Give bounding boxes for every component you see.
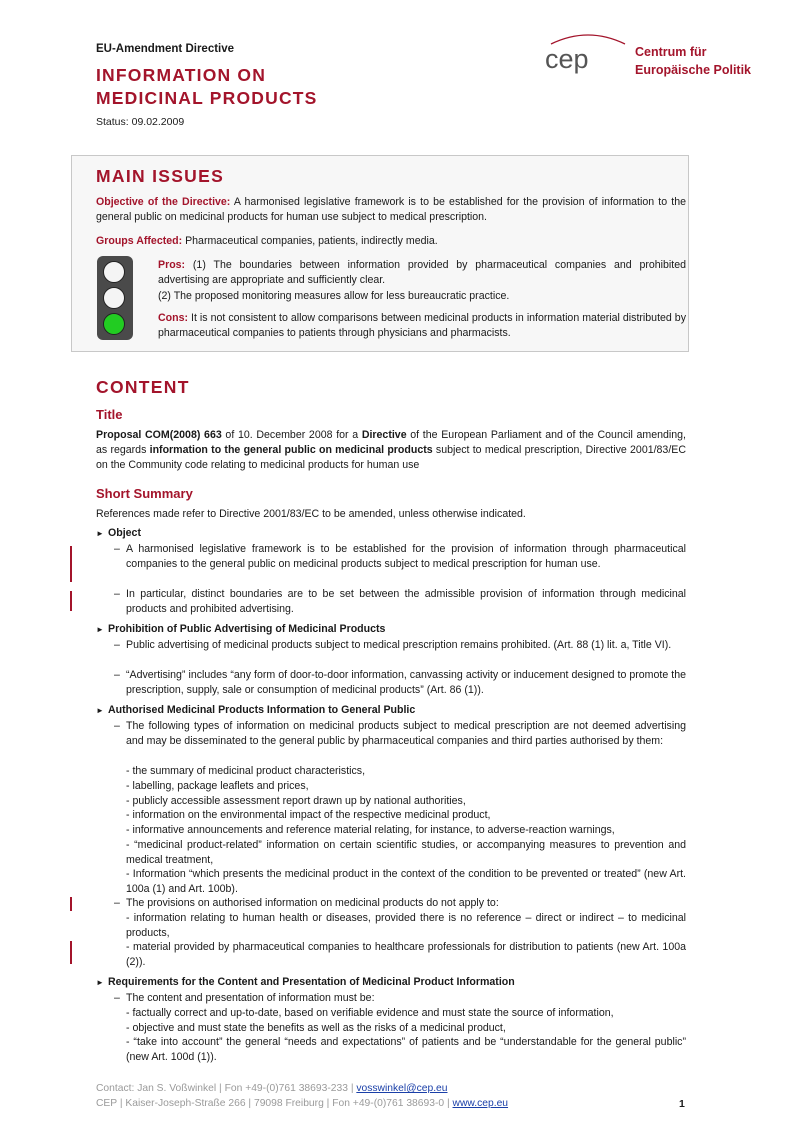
list-item: – Public advertising of medicinal products subject to medical prescription remains prohibited. (Art. 88 (1) lit. a, Title VI). (114, 638, 686, 653)
email-link[interactable]: vosswinkel@cep.eu (356, 1083, 448, 1094)
change-bar (70, 591, 72, 611)
traffic-light-yellow-lamp (103, 287, 125, 309)
sub-item: - publicly accessible assessment report drawn up by national authorities, (126, 795, 466, 807)
section-title: Requirements for the Content and Presentation of Medicinal Product Information (108, 976, 515, 988)
cons-paragraph (158, 311, 686, 341)
proposal-ref: Proposal COM(2008) 663 (96, 429, 222, 441)
list-item-text: The following types of information on medicinal products subject to medical prescription are not deemed advertising and may be disseminated to the general public by pharmaceutical companies and third parties authorised by them: (126, 720, 686, 747)
proposal-directive: Directive (361, 429, 407, 441)
section-prohibition: ► Prohibition of Public Advertising of Medicinal Products (96, 623, 386, 635)
list-item-text: The provisions on authorised information on medicinal products do not apply to: (126, 897, 499, 909)
traffic-light-green-lamp (103, 313, 125, 335)
section-title: Prohibition of Public Advertising of Medicinal Products (108, 623, 386, 635)
title-heading: Title (96, 407, 123, 422)
status-date: Status: 09.02.2009 (96, 116, 185, 128)
document-type: EU-Amendment Directive (96, 43, 235, 55)
pros-text1: (1) The boundaries between information provided by pharmaceutical companies and prohibited advertising are appropriate and sufficiently clear. (158, 259, 686, 286)
list-item: – A harmonised legislative framework is to be established for the provision of information through pharmaceutical companies to the general public on medicinal products subject to medical prescription for human use. (114, 543, 686, 570)
footer-contact (96, 1083, 448, 1094)
list-item-text: The content and presentation of information must be: (126, 992, 375, 1004)
list-item-text: “Advertising” includes “any form of door-to-door information, canvassing activity or inducement designed to promote the prescription, supply, sale or consumption of medicinal products” (Art. 86 (1)). (126, 669, 686, 696)
logo-name (635, 43, 751, 79)
logo-mark: cep (545, 44, 589, 74)
main-issues-heading: MAIN ISSUES (96, 166, 225, 186)
footer-address (96, 1098, 508, 1109)
pros-paragraph (158, 258, 686, 288)
sub-item: - Information “which presents the medicinal product in the context of the condition to be prevented or treated” (new Art. 100a (1) and Art. 100b). (126, 868, 686, 895)
sub-item: - information on the environmental impact of the respective medicinal product, (126, 809, 491, 821)
sub-item: - labelling, package leaflets and prices, (126, 780, 309, 792)
list-item: – In particular, distinct boundaries are to be set between the admissible provision of information through medicinal products and prohibited advertising. (114, 588, 686, 615)
objective-label: Objective of the Directive: (96, 196, 231, 208)
traffic-light-icon (97, 256, 133, 340)
section-object: ► Object (96, 527, 141, 539)
change-bar (70, 941, 72, 964)
proposal-subject: information to the general public on medicinal products (149, 443, 433, 456)
cep-logo-icon (533, 30, 633, 80)
list-item-text: In particular, distinct boundaries are to be set between the admissible provision of information through medicinal products and prohibited advertising. (126, 588, 686, 615)
groups-label: Groups Affected: (96, 235, 183, 247)
sub-item: - “take into account” the general “needs and expectations” of patients and be “understandable for the general public” (new Art. 100d (1)). (126, 1036, 686, 1063)
list-item: – The content and presentation of information must be: (114, 991, 686, 1006)
objective-paragraph (96, 195, 686, 225)
document-title-line1: INFORMATION ON (96, 65, 267, 85)
objective-text: A harmonised legislative framework is to be established for the provision of information to the general public on medicinal products for human use subject to medical prescription. (96, 196, 687, 223)
list-item-text: Public advertising of medicinal products subject to medical prescription remains prohibited. (Art. 88 (1) lit. a, Title VI). (126, 639, 672, 651)
traffic-light-red-lamp (103, 261, 125, 283)
groups-text: Pharmaceutical companies, patients, indirectly media. (185, 235, 438, 247)
pros-label: Pros: (158, 259, 186, 271)
proposal-paragraph (96, 428, 686, 472)
sub-item: - objective and must state the benefits as well as the risks of a medicinal product, (126, 1022, 506, 1034)
footer-address-text: CEP | Kaiser-Joseph-Straße 266 | 79098 Freiburg | Fon +49-(0)761 38693-0 | (96, 1098, 453, 1109)
website-link[interactable]: www.cep.eu (452, 1098, 509, 1109)
proposal-text-a: of 10. December 2008 for a (221, 429, 362, 441)
sub-item: - the summary of medicinal product characteristics, (126, 765, 366, 777)
logo-name-line1: Centrum für (635, 45, 707, 59)
section-title: Object (108, 527, 141, 539)
change-bar (70, 897, 72, 911)
sub-item: - “medicinal product-related” information on certain scientific studies, or accompanying measures to prevention and medical treatment, (126, 839, 686, 866)
groups-paragraph (96, 234, 686, 249)
footer-contact-text: Contact: Jan S. Voßwinkel | Fon +49-(0)761 38693-233 | (96, 1083, 357, 1094)
sub-item: - information relating to human health or diseases, provided there is no reference – direct or indirect – to medicinal products, (126, 912, 686, 939)
logo-name-line2: Europäische Politik (635, 63, 752, 77)
content-heading: CONTENT (96, 377, 190, 397)
list-item: – “Advertising” includes “any form of door-to-door information, canvassing activity or inducement designed to promote the prescription, supply, sale or consumption of medicinal products” (Art. 86 (1)). (114, 669, 686, 696)
list-item-text: A harmonised legislative framework is to be established for the provision of information through pharmaceutical companies to the general public on medicinal products subject to medical prescription for human use. (126, 543, 686, 570)
pros-paragraph-2: (2) The proposed monitoring measures allow for less bureaucratic practice. (158, 290, 510, 302)
sub-item: - factually correct and up-to-date, based on verifiable evidence and must state the source of information, (126, 1007, 614, 1019)
cons-text: It is not consistent to allow comparisons between medicinal products in information material distributed by pharmaceutical companies to patients through physicians and pharmacists. (158, 312, 686, 339)
list-item: – The following types of information on medicinal products subject to medical prescription are not deemed advertising and may be disseminated to the general public by pharmaceutical companies and third parties authorised by them: (114, 720, 686, 747)
list-item: – The provisions on authorised information on medicinal products do not apply to: (114, 896, 686, 911)
proposal-text-b: of the European Parliament and of the Council amending, as regards (96, 429, 686, 456)
sub-item: - material provided by pharmaceutical companies to healthcare professionals for distribution to patients (new Art. 100a (2)). (126, 941, 686, 968)
section-title: Authorised Medicinal Products Information to General Public (108, 704, 416, 716)
document-title-line2: MEDICINAL PRODUCTS (96, 88, 318, 108)
page-number: 1 (679, 1098, 685, 1110)
cons-label: Cons: (158, 312, 189, 324)
sub-item: - informative announcements and reference material relating, for instance, to adverse-reaction warnings, (126, 824, 615, 836)
section-authorised-information: ► Authorised Medicinal Products Information to General Public (96, 704, 416, 716)
proposal-text-c: subject to medical prescription, Directive 2001/83/EC on the Community code relating to medicinal products for human use (96, 443, 686, 471)
reference-note: References made refer to Directive 2001/83/EC to be amended, unless otherwise indicated. (96, 508, 526, 520)
section-requirements: ► Requirements for the Content and Presentation of Medicinal Product Information (96, 976, 515, 988)
short-summary-heading: Short Summary (96, 486, 193, 501)
change-bar (70, 546, 72, 582)
